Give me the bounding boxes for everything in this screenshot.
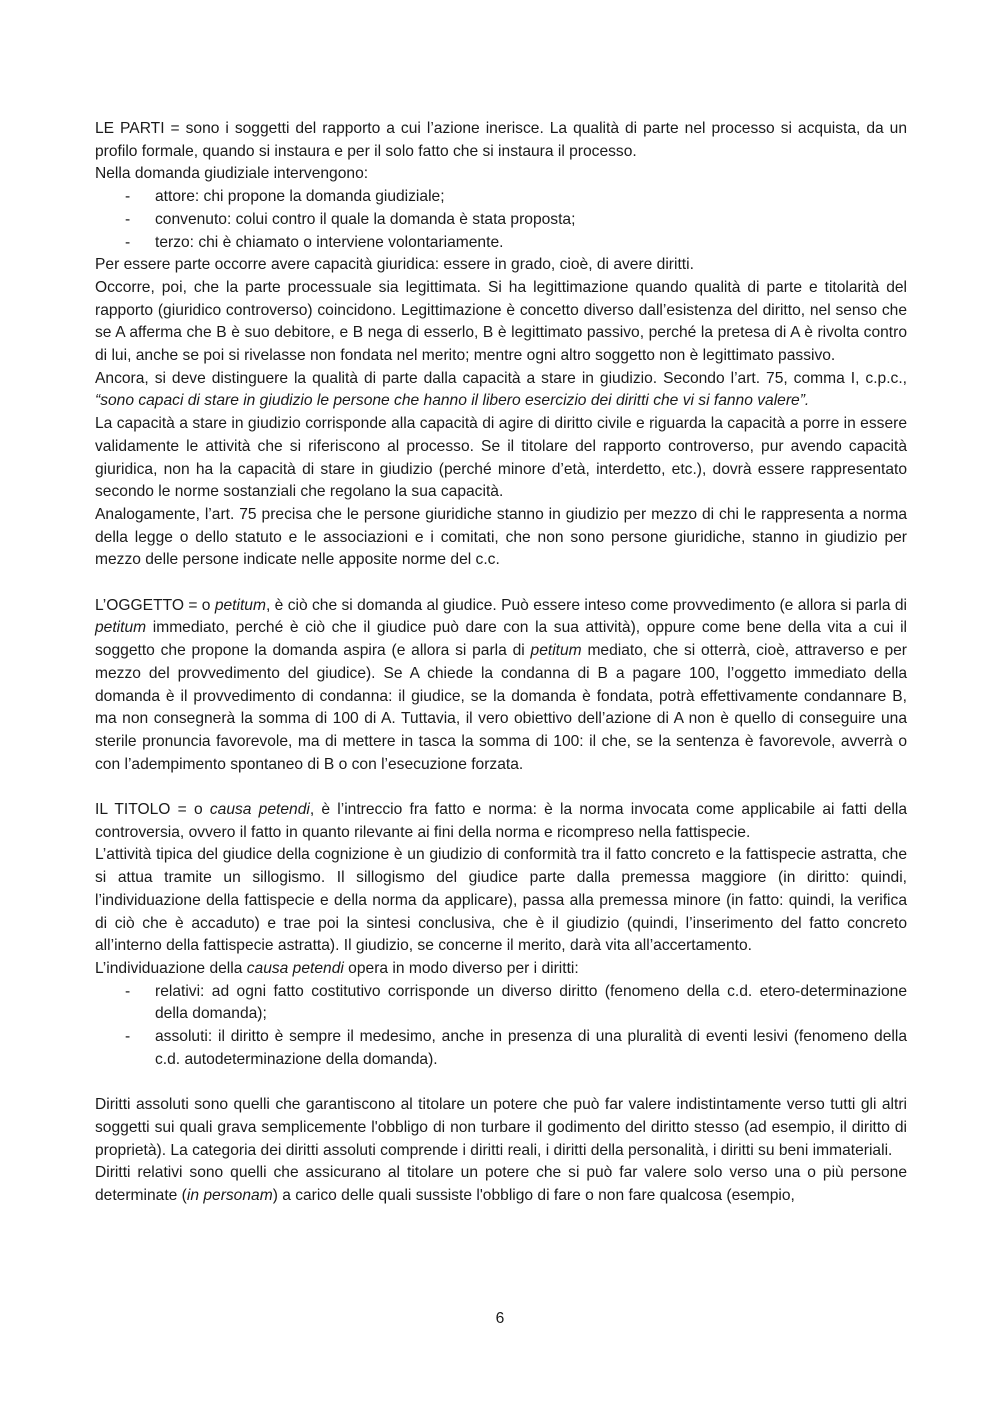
titolo-individuazione: L’individuazione della causa petendi opera in modo diverso per i diritti: bbox=[95, 959, 579, 977]
list-item: - convenuto: colui contro il quale la domanda è stata proposta; bbox=[95, 209, 907, 232]
parti-list bbox=[95, 186, 907, 254]
paragraph-gap bbox=[95, 776, 907, 799]
parti-intro: LE PARTI = sono i soggetti del rapporto a cui l’azione inerisce. La qualità di parte nel processo si acquista, da un profilo formale, quando si instaura e per il solo fatto che si instaura il processo. bbox=[95, 120, 907, 160]
list-item: - attore: chi propone la domanda giudiziale; bbox=[95, 186, 907, 209]
list-dash: - bbox=[125, 210, 131, 228]
paragraph-gap bbox=[95, 1072, 907, 1095]
parti-analogamente: Analogamente, l’art. 75 precisa che le persone giuridiche stanno in giudizio per mezzo di chi le rappresenta a norma della legge o dello statuto e le associazioni e i comitati, che non sono persone giuridiche, stanno in giudizio per mezzo delle persone indicate nelle apposite norme del c.c. bbox=[95, 505, 907, 569]
quote-art-75: “sono capaci di stare in giudizio le persone che hanno il libero esercizio dei diritti che vi si fanno valere”. bbox=[95, 392, 810, 410]
parti-distinguere: Ancora, si deve distinguere la qualità di parte dalla capacità a stare in giudizio. Secondo l’art. 75, comma I, c.p.c., “sono capaci di stare in giudizio le persone che hanno il libero esercizio dei diritti che vi si fanno valere”. bbox=[95, 369, 907, 410]
diritti-relativi: Diritti relativi sono quelli che assicurano al titolare un potere che si può far valere solo verso una o più persone determinate (in personam) a carico delle quali sussiste l'obbligo di fare o non fare qualcosa (esempio, bbox=[95, 1164, 907, 1204]
page-number: 6 bbox=[495, 1310, 505, 1327]
diritti-assoluti: Diritti assoluti sono quelli che garantiscono al titolare un potere che può far valere indistintamente verso tutti gli altri soggetti sui quali grava semplicemente l'obbligo di non turbare il godimento del diritto stesso (ad esempio, il diritto di proprietà). La categoria dei diritti assoluti comprende i diritti reali, i diritti della personalità, i diritti su beni immateriali. bbox=[95, 1096, 907, 1159]
list-dash: - bbox=[125, 188, 131, 206]
list-item: - assoluti: il diritto è sempre il medesimo, anche in presenza di una pluralità di eventi lesivi (fenomeno della c.d. autodeterminazione della domanda). bbox=[125, 1028, 907, 1068]
list-dash: - bbox=[125, 233, 131, 251]
titolo-attivita: L’attività tipica del giudice della cognizione è un giudizio di conformità tra il fatto concreto e la fattispecie astratta, che si attua tramite un sillogismo. Il sillogismo del giudice parte dalla premessa maggiore (in diritto: quindi, l’individuazione della fattispecie e della norma da applicare), passa alla premessa minore (in fatto: quindi, la verifica di ciò che è accaduto) e trae poi la sintesi conclusiva, che è il giudizio (quindi, l’inserimento del fatto concreto all’interno della fattispecie astratta). Il giudizio, se concerne il merito, darà vita all’accertamento. bbox=[95, 846, 907, 955]
parti-legittimazione: Occorre, poi, che la parte processuale sia legittimata. Si ha legittimazione quando qualità di parte e titolarità del rapporto (giuridico controverso) coincidono. Legittimazione è concetto diverso dall’esistenza del diritto, nel senso che se A afferma che B è suo debitore, e B nega di esserlo, B è legittimato passivo, perché la pretesa di A è rivolta contro di lui, anche se poi si rivelasse non fondata nel merito; mentre ogni altro soggetto non è legittimato passivo. bbox=[95, 278, 907, 365]
parti-capacita: Per essere parte occorre avere capacità giuridica: essere in grado, cioè, di avere diritti. bbox=[95, 256, 694, 274]
oggetto-paragraph: L’OGGETTO = o petitum, è ciò che si domanda al giudice. Può essere inteso come provvedimento (e allora si parla di petitum immediato, perché è ciò che il giudice può dare con la sua attività), oppure come bene della vita a cui il soggetto che propone la domanda aspira (e allora si parla di petitum mediato, che si otterrà, cioè, attraverso e per mezzo del provvedimento del giudice). Se A chiede la condanna di B a pagare 100, l’oggetto immediato della domanda è il provvedimento di condanna: il giudice, se la domanda è fondata, potrà effettivamente condannare B, ma non consegnerà la somma di 100 di A. Tuttavia, il vero obiettivo dell’azione di A non è quello di conseguire una sterile pronuncia favorevole, ma di mettere in tasca la somma di 100: il che, se la sentenza è favorevole, avverrà o con l’adempimento spontaneo di B o con l’esecuzione forzata. bbox=[95, 596, 908, 773]
list-dash: - bbox=[125, 1028, 131, 1046]
paragraph-gap bbox=[95, 572, 907, 595]
parti-capacita-stare: La capacità a stare in giudizio corrisponde alla capacità di agire di diritto civile e riguarda la capacità a porre in essere validamente le attività che si riferiscono al processo. Se il titolare del rapporto controverso, pur avendo capacità giuridica, non ha la capacità di stare in giudizio (perché minore d’età, interdetto, etc.), dovrà essere rappresentato secondo le norme sostanziali che regolano la sua capacità. bbox=[95, 415, 907, 501]
titolo-intro: IL TITOLO = o causa petendi, è l’intreccio fra fatto e norma: è la norma invocata come applicabile ai fatti della controversia, ovvero il fatto in quanto rilevante ai fini della norma e ricompreso nella fattispecie. bbox=[95, 801, 907, 841]
parti-lead: Nella domanda giudiziale intervengono: bbox=[95, 165, 369, 183]
document-page bbox=[95, 118, 907, 1208]
list-item: - relativi: ad ogni fatto costitutivo corrisponde un diverso diritto (fenomeno della c.d. etero-determinazione della domanda); bbox=[125, 982, 907, 1023]
list-dash: - bbox=[125, 982, 131, 1000]
diritti-list bbox=[95, 981, 907, 1072]
list-item: - terzo: chi è chiamato o interviene volontariamente. bbox=[95, 232, 907, 255]
